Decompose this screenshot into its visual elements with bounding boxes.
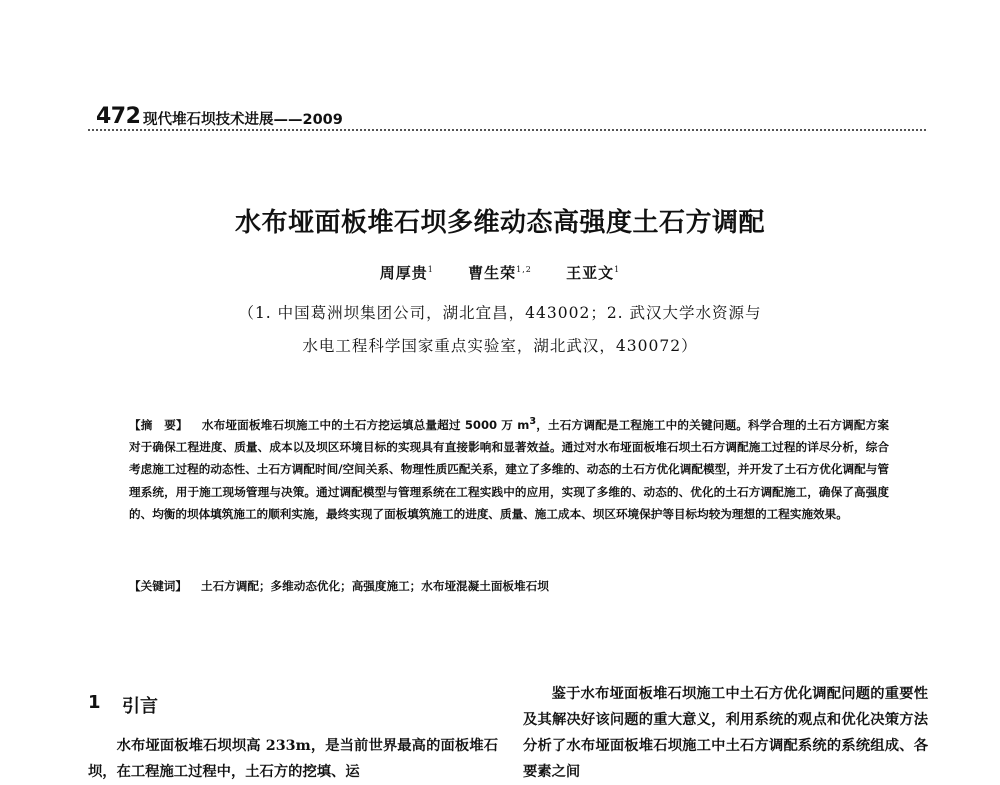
abstract-label: 【摘 要】 <box>129 417 188 432</box>
header-rule <box>88 129 926 131</box>
abstract-superscript: 3 <box>529 416 537 427</box>
running-title: 现代堆石坝技术进展——2009 <box>143 112 343 128</box>
left-column-paragraph: 水布垭面板堆石坝坝高 233m，是当前世界最高的面板堆石坝，在工程施工过程中，土石方的挖填、运 <box>88 738 498 780</box>
abstract-text-2: ，土石方调配是工程施工中的关键问题。科学合理的土石方调配方案对于确保工程进度、质量、成本以及坝区环境目标的实现具有直接影响和显著效益。通过对水布垭面板堆石坝土石方调配施工过程的详尽分析，综合考虑施工过程的动态性、土石方调配时间/空间关系、物理性质匹配关系，建立了多维的、动态的土石方优化调配模型，并开发了土石方优化调配与管理系统，用于施工现场管理与决策。通过调配模型与管理系统在工程实践中的应用，实现了多维的、动态的、优化的土石方调配施工，确保了高强度的、均衡的坝体填筑施工的顺利实施，最终实现了面板填筑施工的进度、质量、施工成本、坝区环境保护等目标均较为理想的工程实施效果。 <box>129 417 889 522</box>
author-2-affil: 1,2 <box>516 265 532 274</box>
page-number: 472 <box>96 104 141 129</box>
section-number: 1 <box>88 692 101 713</box>
keywords <box>129 578 889 594</box>
author-1-affil: 1 <box>427 265 434 274</box>
author-1 <box>380 264 434 282</box>
section-title: 引言 <box>122 696 158 717</box>
affiliation-line-1: （1. 中国葛洲坝集团公司，湖北宜昌，443002；2. 武汉大学水资源与 <box>238 304 762 322</box>
abstract-text-1: 水布垭面板堆石坝施工中的土石方挖运填总量超过 5000 万 m <box>201 417 530 432</box>
affiliation-line-2: 水电工程科学国家重点实验室，湖北武汉，430072） <box>302 337 698 355</box>
author-2 <box>468 264 532 282</box>
author-3 <box>566 264 620 282</box>
keywords-label: 【关键词】 <box>129 579 187 593</box>
author-3-name: 王亚文 <box>566 264 615 282</box>
author-3-affil: 1 <box>614 265 621 274</box>
paper-title: 水布垭面板堆石坝多维动态高强度土石方调配 <box>234 208 765 238</box>
right-column-paragraph: 鉴于水布垭面板堆石坝施工中土石方优化调配问题的重要性及其解决好该问题的重大意义，利用系统的观点和优化决策方法分析了水布垭面板堆石坝施工中土石方调配系统的系统组成、各要素之间 <box>523 686 928 780</box>
keywords-text: 土石方调配；多维动态优化；高强度施工；水布垭混凝土面板堆石坝 <box>200 579 549 593</box>
abstract <box>129 411 889 525</box>
author-2-name: 曹生荣 <box>468 264 517 282</box>
author-list <box>0 262 1000 283</box>
author-1-name: 周厚贵 <box>379 264 428 282</box>
